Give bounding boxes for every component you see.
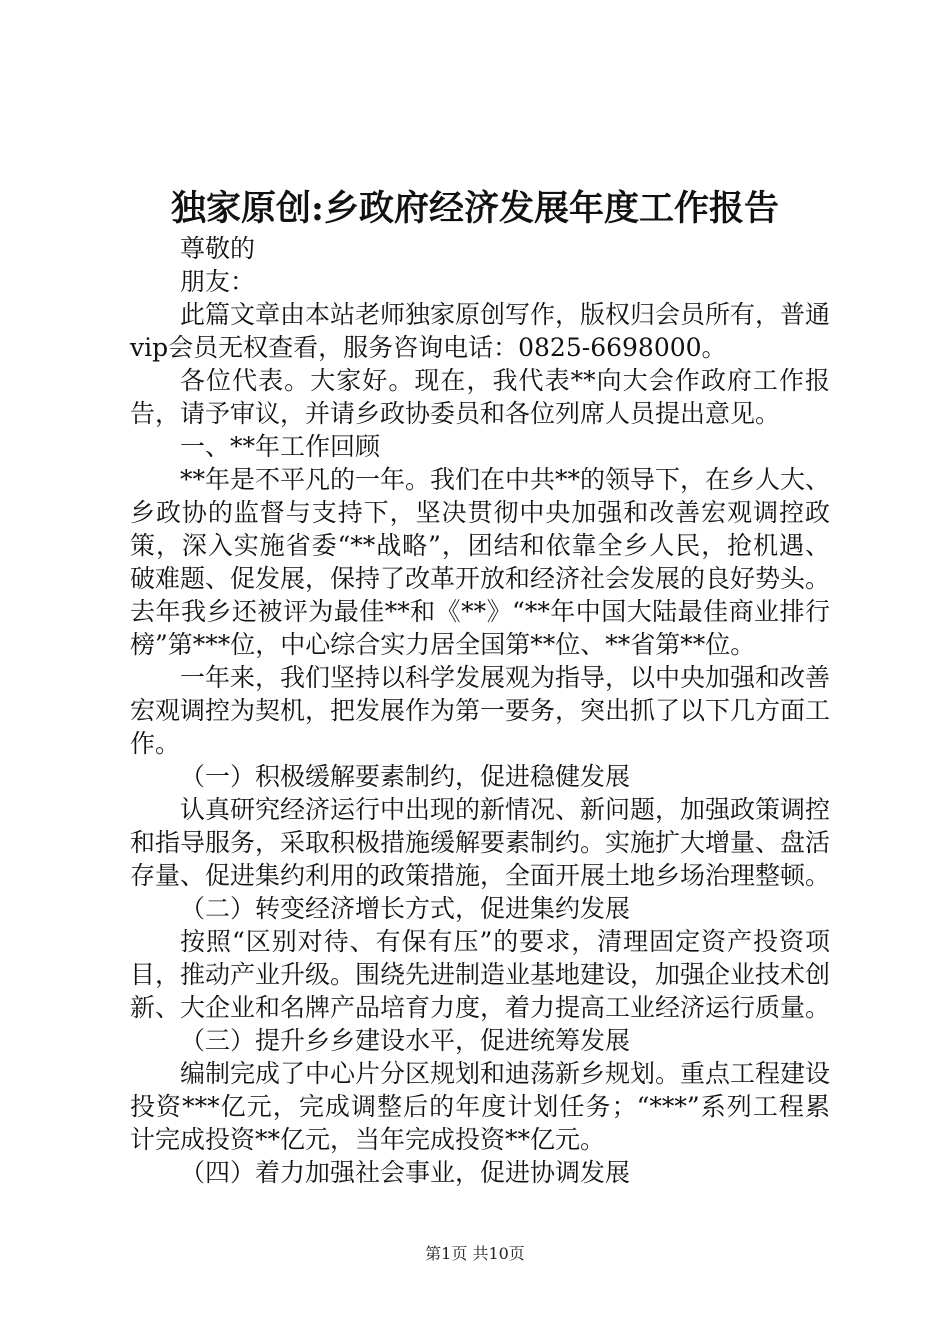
salutation-line-2: 朋友： xyxy=(180,267,256,296)
subheading-1: （一）积极缓解要素制约，促进稳健发展 xyxy=(180,762,631,791)
work-summary-paragraph: 一年来，我们坚持以科学发展观为指导，以中央加强和改善宏观调控为契机，把发展作为第一要务，突出抓了以下几方面工作。 xyxy=(130,663,831,758)
subheading-2: （二）转变经济增长方式，促进集约发展 xyxy=(180,894,631,923)
copyright-notice: 此篇文章由本站老师独家原创写作，版权归会员所有，普通vip会员无权查看，服务咨询电话：0825-6698000。 xyxy=(130,300,831,362)
subsection-2-paragraph: 按照“区别对待、有保有压”的要求，清理固定资产投资项目，推动产业升级。围绕先进制造业基地建设，加强企业技术创新、大企业和名牌产品培育力度，着力提高工业经济运行质量。 xyxy=(130,927,831,1022)
document-body xyxy=(130,232,830,1189)
salutation-line-1: 尊敬的 xyxy=(180,234,256,263)
page-footer: 第1页 共10页 xyxy=(425,1244,525,1263)
subheading-3: （三）提升乡乡建设水平，促进统筹发展 xyxy=(180,1026,631,1055)
document-title: 独家原创:乡政府经济发展年度工作报告 xyxy=(171,188,779,229)
subsection-1-paragraph: 认真研究经济运行中出现的新情况、新问题，加强政策调控和指导服务，采取积极措施缓解要素制约。实施扩大增量、盘活存量、促进集约利用的政策措施，全面开展土地乡场治理整顿。 xyxy=(130,795,831,890)
opening-paragraph: 各位代表。大家好。现在，我代表**向大会作政府工作报告，请予审议，并请乡政协委员和各位列席人员提出意见。 xyxy=(130,366,830,428)
review-paragraph: **年是不平凡的一年。我们在中共**的领导下，在乡人大、乡政协的监督与支持下，坚决贯彻中央加强和改善宏观调控政策，深入实施省委“**战略”，团结和依靠全乡人民，抢机遇、破难题、促发展，保持了改革开放和经济社会发展的良好势头。去年我乡还被评为最佳**和《**》“**年中国大陆最佳商业排行榜”第***位，中心综合实力居全国第**位、**省第**位。 xyxy=(130,465,831,659)
section-heading-review: 一、**年工作回顾 xyxy=(180,432,381,461)
subsection-3-paragraph: 编制完成了中心片分区规划和迪荡新乡规划。重点工程建设投资***亿元，完成调整后的年度计划任务；“***”系列工程累计完成投资**亿元，当年完成投资**亿元。 xyxy=(130,1059,831,1154)
subheading-4: （四）着力加强社会事业，促进协调发展 xyxy=(180,1158,631,1187)
